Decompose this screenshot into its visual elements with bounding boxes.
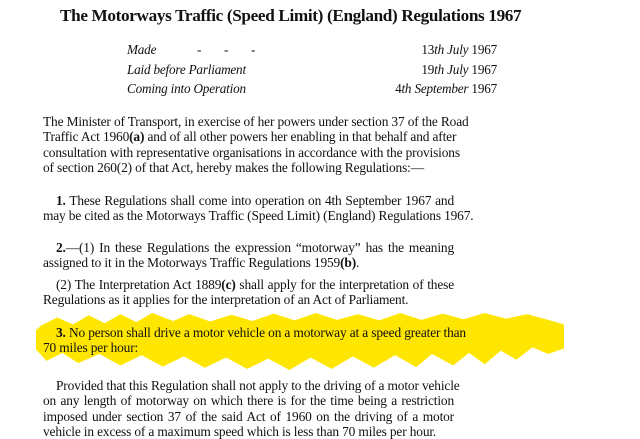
regulation-line: (2) The Interpretation Act 1889(c) shall apply for the interpretation of these xyxy=(56,277,454,292)
dates-block xyxy=(127,40,497,99)
regulation-3 xyxy=(43,325,466,356)
date-value: 4th September 1967 xyxy=(395,81,497,96)
proviso-line: imposed under section 37 of the said Act of 1960 on the driving of a motor xyxy=(43,408,454,424)
preamble-line: Traffic Act 1960(a) and of all other powers her enabling in that behalf and after xyxy=(43,129,457,145)
regulation-line: may be cited as the Motorways Traffic (Speed Limit) (England) Regulations 1967. xyxy=(43,208,474,224)
preamble-paragraph xyxy=(43,114,469,175)
regulation-line: Regulations as it applies for the interpretation of an Act of Parliament. xyxy=(43,292,409,308)
regulation-line: 70 miles per hour: xyxy=(43,340,139,356)
date-label: Made xyxy=(127,42,157,57)
date-label: Coming into Operation xyxy=(127,81,246,96)
date-row-laid xyxy=(127,60,497,80)
date-dashes: - - - xyxy=(197,42,256,57)
proviso-line: Provided that this Regulation shall not apply to the driving of a motor vehicle xyxy=(56,378,460,393)
preamble-line: of section 260(2) of that Act, hereby makes the following Regulations:— xyxy=(43,159,424,175)
regulation-line: 3. No person shall drive a motor vehicle on a motorway at a speed greater than xyxy=(56,325,466,340)
regulation-line: 2.—(1) In these Regulations the expression “motorway” has the meaning xyxy=(56,240,454,255)
document-title: The Motorways Traffic (Speed Limit) (England) Regulations 1967 xyxy=(60,6,522,25)
regulation-1 xyxy=(43,193,474,224)
date-value: 13th July 1967 xyxy=(421,42,497,57)
preamble-line: consultation with representative organisations in accordance with the provisions xyxy=(43,144,460,160)
regulation-line: 1. These Regulations shall come into operation on 4th September 1967 and xyxy=(56,193,454,208)
date-label: Laid before Parliament xyxy=(127,61,246,77)
proviso-paragraph xyxy=(43,378,460,439)
date-row-made xyxy=(127,40,497,60)
date-row-operation xyxy=(127,79,497,99)
proviso-line: on any length of motorway on which there is for the time being a restriction xyxy=(43,393,454,409)
regulation-2-2 xyxy=(43,277,454,308)
regulation-2-1 xyxy=(43,240,454,271)
proviso-line: vehicle in excess of a maximum speed which is less than 70 miles per hour. xyxy=(43,423,437,439)
date-value: 19th July 1967 xyxy=(421,61,497,77)
regulation-line: assigned to it in the Motorways Traffic Regulations 1959(b). xyxy=(43,255,360,271)
preamble-line: The Minister of Transport, in exercise of her powers under section 37 of the Road xyxy=(43,114,469,129)
